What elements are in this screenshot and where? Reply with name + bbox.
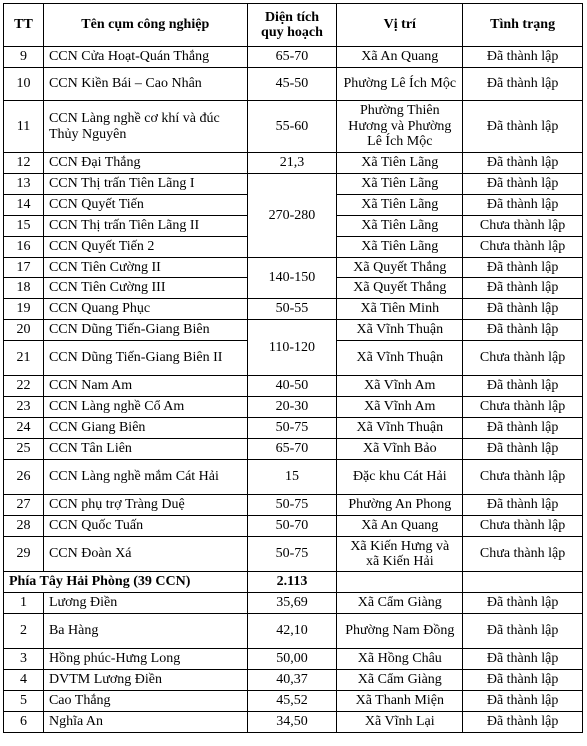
table-row xyxy=(4,460,583,495)
row-location: Xã Vĩnh Lại xyxy=(337,712,463,733)
row-area: 50-75 xyxy=(247,495,337,516)
row-area: 110-120 xyxy=(247,320,337,376)
row-location: Đặc khu Cát Hải xyxy=(337,460,463,495)
table-row xyxy=(4,516,583,537)
row-status: Đã thành lập xyxy=(463,439,583,460)
row-status: Chưa thành lập xyxy=(463,341,583,376)
row-location: Xã Vĩnh Thuận xyxy=(337,418,463,439)
row-area: 50-55 xyxy=(247,299,337,320)
row-location: Xã Thanh Miện xyxy=(337,691,463,712)
table-row xyxy=(4,418,583,439)
row-status: Đã thành lập xyxy=(463,101,583,153)
section-status-empty xyxy=(463,572,583,593)
header-tt: TT xyxy=(4,4,44,47)
row-location: Xã Tiên Lãng xyxy=(337,195,463,216)
row-name: CCN Làng nghề mắm Cát Hải xyxy=(43,460,247,495)
row-name: CCN Đoàn Xá xyxy=(43,537,247,572)
table-row xyxy=(4,47,583,68)
row-location: Xã Vĩnh Bảo xyxy=(337,439,463,460)
header-location: Vị trí xyxy=(337,4,463,47)
row-status: Đã thành lập xyxy=(463,174,583,195)
row-name: Lương Điền xyxy=(43,593,247,614)
table-row xyxy=(4,649,583,670)
row-name: CCN Làng nghề cơ khí và đúc Thủy Nguyên xyxy=(43,101,247,153)
row-area: 45,52 xyxy=(247,691,337,712)
row-status: Chưa thành lập xyxy=(463,237,583,258)
row-location: Phường Nam Đồng xyxy=(337,614,463,649)
row-tt: 2 xyxy=(4,614,44,649)
row-name: CCN Dũng Tiến-Giang Biên xyxy=(43,320,247,341)
row-location: Xã Vĩnh Am xyxy=(337,397,463,418)
row-tt: 25 xyxy=(4,439,44,460)
row-status: Đã thành lập xyxy=(463,376,583,397)
row-area: 34,50 xyxy=(247,712,337,733)
row-area: 50-75 xyxy=(247,537,337,572)
row-tt: 16 xyxy=(4,237,44,258)
row-status: Đã thành lập xyxy=(463,418,583,439)
section-area: 2.113 xyxy=(247,572,337,593)
row-status: Đã thành lập xyxy=(463,299,583,320)
row-location: Xã Tiên Lãng xyxy=(337,174,463,195)
row-tt: 11 xyxy=(4,101,44,153)
table-row xyxy=(4,397,583,418)
row-tt: 22 xyxy=(4,376,44,397)
section-row xyxy=(4,572,583,593)
row-name: Ba Hàng xyxy=(43,614,247,649)
row-name: Hồng phúc-Hưng Long xyxy=(43,649,247,670)
row-location: Phường Thiên Hương và Phường Lê Ích Mộc xyxy=(337,101,463,153)
row-tt: 12 xyxy=(4,153,44,174)
row-location: Xã Tiên Minh xyxy=(337,299,463,320)
row-area: 140-150 xyxy=(247,258,337,299)
row-tt: 15 xyxy=(4,216,44,237)
row-area: 65-70 xyxy=(247,439,337,460)
row-name: CCN Quốc Tuấn xyxy=(43,516,247,537)
row-tt: 23 xyxy=(4,397,44,418)
row-name: CCN Giang Biên xyxy=(43,418,247,439)
row-status: Đã thành lập xyxy=(463,649,583,670)
row-status: Chưa thành lập xyxy=(463,537,583,572)
row-location: Xã Kiến Hưng và xã Kiến Hải xyxy=(337,537,463,572)
row-tt: 13 xyxy=(4,174,44,195)
row-tt: 21 xyxy=(4,341,44,376)
row-status: Đã thành lập xyxy=(463,712,583,733)
row-location: Xã Tiên Lãng xyxy=(337,237,463,258)
row-name: CCN Đại Thắng xyxy=(43,153,247,174)
table-row xyxy=(4,299,583,320)
row-area: 50-70 xyxy=(247,516,337,537)
row-area: 270-280 xyxy=(247,174,337,258)
row-status: Đã thành lập xyxy=(463,670,583,691)
table-row xyxy=(4,320,583,341)
row-name: Nghĩa An xyxy=(43,712,247,733)
row-area: 15 xyxy=(247,460,337,495)
row-location: Xã An Quang xyxy=(337,516,463,537)
row-area: 40,37 xyxy=(247,670,337,691)
table-header-row xyxy=(4,4,583,47)
row-tt: 18 xyxy=(4,278,44,299)
row-tt: 28 xyxy=(4,516,44,537)
section-title: Phía Tây Hải Phòng (39 CCN) xyxy=(4,572,248,593)
row-location: Xã Hồng Châu xyxy=(337,649,463,670)
row-name: CCN Quang Phục xyxy=(43,299,247,320)
row-area: 65-70 xyxy=(247,47,337,68)
row-status: Đã thành lập xyxy=(463,47,583,68)
row-location: Xã An Quang xyxy=(337,47,463,68)
row-name: CCN Kiền Bái – Cao Nhân xyxy=(43,68,247,101)
row-name: CCN Dũng Tiến-Giang Biên II xyxy=(43,341,247,376)
row-status: Chưa thành lập xyxy=(463,460,583,495)
table-row xyxy=(4,439,583,460)
row-tt: 27 xyxy=(4,495,44,516)
table-row xyxy=(4,174,583,195)
row-tt: 24 xyxy=(4,418,44,439)
row-area: 50-75 xyxy=(247,418,337,439)
industrial-cluster-table xyxy=(3,3,583,733)
row-name: DVTM Lương Điền xyxy=(43,670,247,691)
row-tt: 26 xyxy=(4,460,44,495)
row-location: Xã Quyết Thắng xyxy=(337,278,463,299)
row-name: CCN Nam Am xyxy=(43,376,247,397)
row-status: Chưa thành lập xyxy=(463,397,583,418)
row-location: Xã Cẩm Giàng xyxy=(337,670,463,691)
row-name: CCN Quyết Tiến 2 xyxy=(43,237,247,258)
row-name: CCN Làng nghề Cổ Am xyxy=(43,397,247,418)
table-row xyxy=(4,691,583,712)
row-area: 55-60 xyxy=(247,101,337,153)
section-location-empty xyxy=(337,572,463,593)
row-name: CCN Cửa Hoạt-Quán Thắng xyxy=(43,47,247,68)
row-tt: 17 xyxy=(4,258,44,278)
row-location: Xã Quyết Thắng xyxy=(337,258,463,278)
header-name: Tên cụm công nghiệp xyxy=(43,4,247,47)
row-tt: 14 xyxy=(4,195,44,216)
row-tt: 20 xyxy=(4,320,44,341)
row-status: Đã thành lập xyxy=(463,614,583,649)
row-tt: 5 xyxy=(4,691,44,712)
row-status: Đã thành lập xyxy=(463,153,583,174)
table-row xyxy=(4,376,583,397)
row-area: 45-50 xyxy=(247,68,337,101)
row-area: 40-50 xyxy=(247,376,337,397)
row-location: Xã Tiên Lãng xyxy=(337,153,463,174)
header-status: Tình trạng xyxy=(463,4,583,47)
row-name: CCN Thị trấn Tiên Lãng II xyxy=(43,216,247,237)
row-location: Phường An Phong xyxy=(337,495,463,516)
table-row xyxy=(4,593,583,614)
row-status: Đã thành lập xyxy=(463,278,583,299)
row-location: Xã Vĩnh Thuận xyxy=(337,341,463,376)
row-area: 50,00 xyxy=(247,649,337,670)
table-row xyxy=(4,153,583,174)
row-status: Đã thành lập xyxy=(463,320,583,341)
table-row xyxy=(4,670,583,691)
row-status: Đã thành lập xyxy=(463,593,583,614)
header-area: Diện tích quy hoạch xyxy=(247,4,337,47)
table-row xyxy=(4,712,583,733)
row-tt: 4 xyxy=(4,670,44,691)
row-location: Xã Tiên Lãng xyxy=(337,216,463,237)
table-row xyxy=(4,101,583,153)
table-row xyxy=(4,537,583,572)
table-row xyxy=(4,258,583,278)
row-tt: 3 xyxy=(4,649,44,670)
row-area: 35,69 xyxy=(247,593,337,614)
row-name: CCN Quyết Tiến xyxy=(43,195,247,216)
row-area: 20-30 xyxy=(247,397,337,418)
row-tt: 6 xyxy=(4,712,44,733)
row-location: Phường Lê Ích Mộc xyxy=(337,68,463,101)
row-status: Đã thành lập xyxy=(463,691,583,712)
row-status: Đã thành lập xyxy=(463,195,583,216)
row-tt: 19 xyxy=(4,299,44,320)
table-row xyxy=(4,495,583,516)
row-status: Chưa thành lập xyxy=(463,216,583,237)
row-status: Chưa thành lập xyxy=(463,516,583,537)
row-location: Xã Vĩnh Am xyxy=(337,376,463,397)
row-name: Cao Thắng xyxy=(43,691,247,712)
row-name: CCN Tiên Cường II xyxy=(43,258,247,278)
row-name: CCN Tân Liên xyxy=(43,439,247,460)
row-name: CCN Thị trấn Tiên Lãng I xyxy=(43,174,247,195)
table-row xyxy=(4,68,583,101)
row-area: 42,10 xyxy=(247,614,337,649)
row-name: CCN Tiên Cường III xyxy=(43,278,247,299)
row-area: 21,3 xyxy=(247,153,337,174)
row-status: Đã thành lập xyxy=(463,258,583,278)
row-tt: 1 xyxy=(4,593,44,614)
row-tt: 29 xyxy=(4,537,44,572)
row-status: Đã thành lập xyxy=(463,495,583,516)
row-name: CCN phụ trợ Tràng Duệ xyxy=(43,495,247,516)
row-location: Xã Vĩnh Thuận xyxy=(337,320,463,341)
row-status: Đã thành lập xyxy=(463,68,583,101)
table-row xyxy=(4,614,583,649)
row-tt: 9 xyxy=(4,47,44,68)
row-location: Xã Cẩm Giàng xyxy=(337,593,463,614)
row-tt: 10 xyxy=(4,68,44,101)
